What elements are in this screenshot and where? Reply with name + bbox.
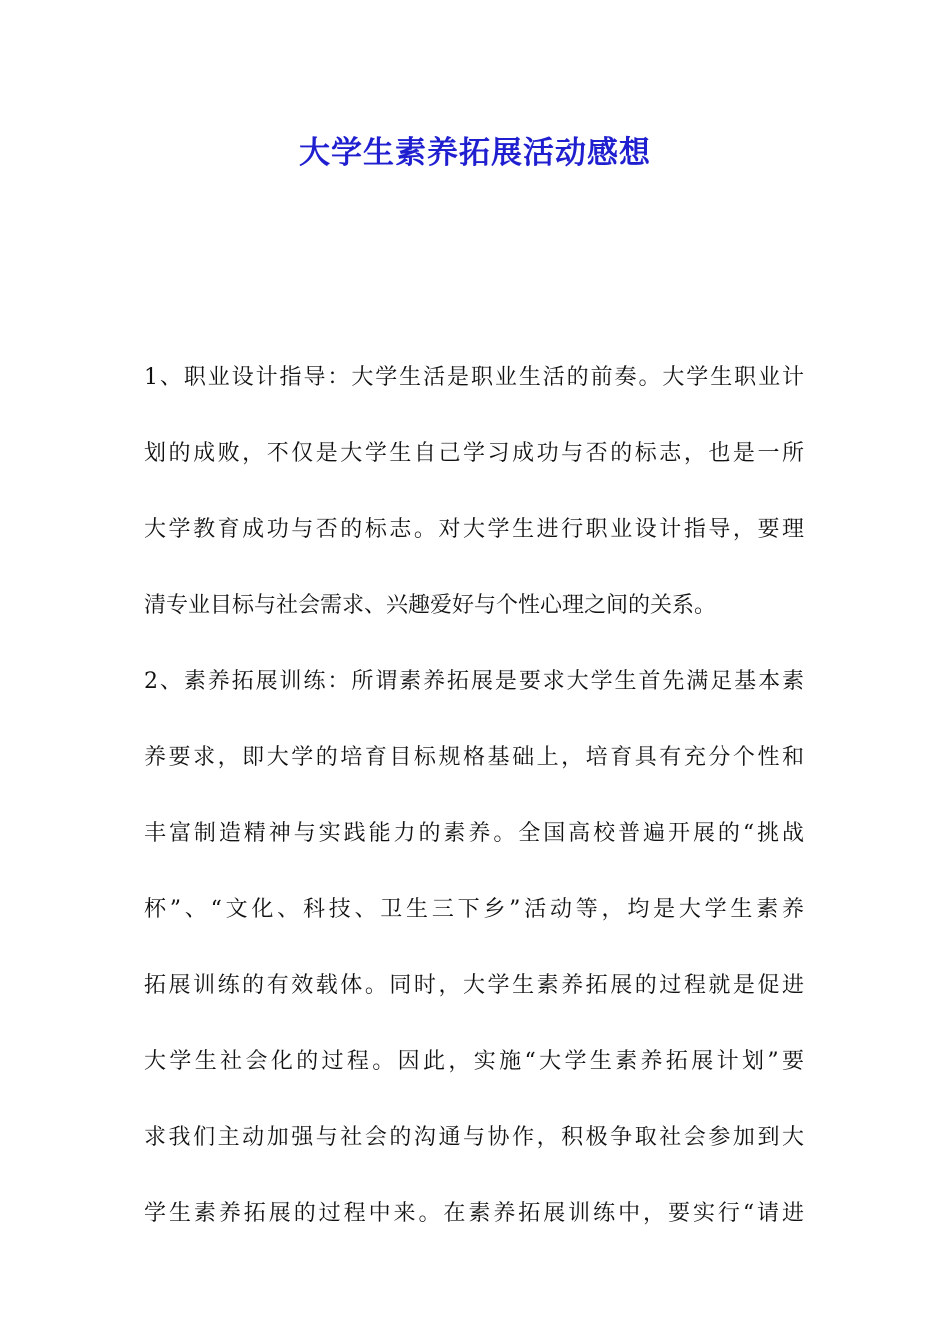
body-line: 杯”、“文化、科技、卫生三下乡”活动等，均是大学生素养 [144, 897, 804, 922]
body-line: 求我们主动加强与社会的沟通与协作，积极争取社会参加到大 [144, 1125, 804, 1150]
body-line: 清专业目标与社会需求、兴趣爱好与个性心理之间的关系。 [144, 593, 717, 618]
body-line: 学生素养拓展的过程中来。在素养拓展训练中，要实行“请进 [144, 1201, 804, 1226]
body-line: 养要求，即大学的培育目标规格基础上，培育具有充分个性和 [144, 745, 804, 770]
body-line: 2、素养拓展训练：所谓素养拓展是要求大学生首先满足基本素 [144, 669, 804, 694]
document-body [144, 340, 804, 1252]
body-line: 1、职业设计指导：大学生活是职业生活的前奏。大学生职业计 [144, 365, 804, 390]
body-line: 丰富制造精神与实践能力的素养。全国高校普遍开展的“挑战 [144, 821, 804, 846]
body-line: 拓展训练的有效载体。同时，大学生素养拓展的过程就是促进 [144, 973, 804, 998]
document-title: 大学生素养拓展活动感想 [299, 135, 651, 171]
body-line: 大学生社会化的过程。因此，实施“大学生素养拓展计划”要 [144, 1049, 804, 1074]
body-line: 划的成败，不仅是大学生自己学习成功与否的标志，也是一所 [144, 441, 804, 466]
body-line: 大学教育成功与否的标志。对大学生进行职业设计指导，要理 [144, 517, 804, 542]
